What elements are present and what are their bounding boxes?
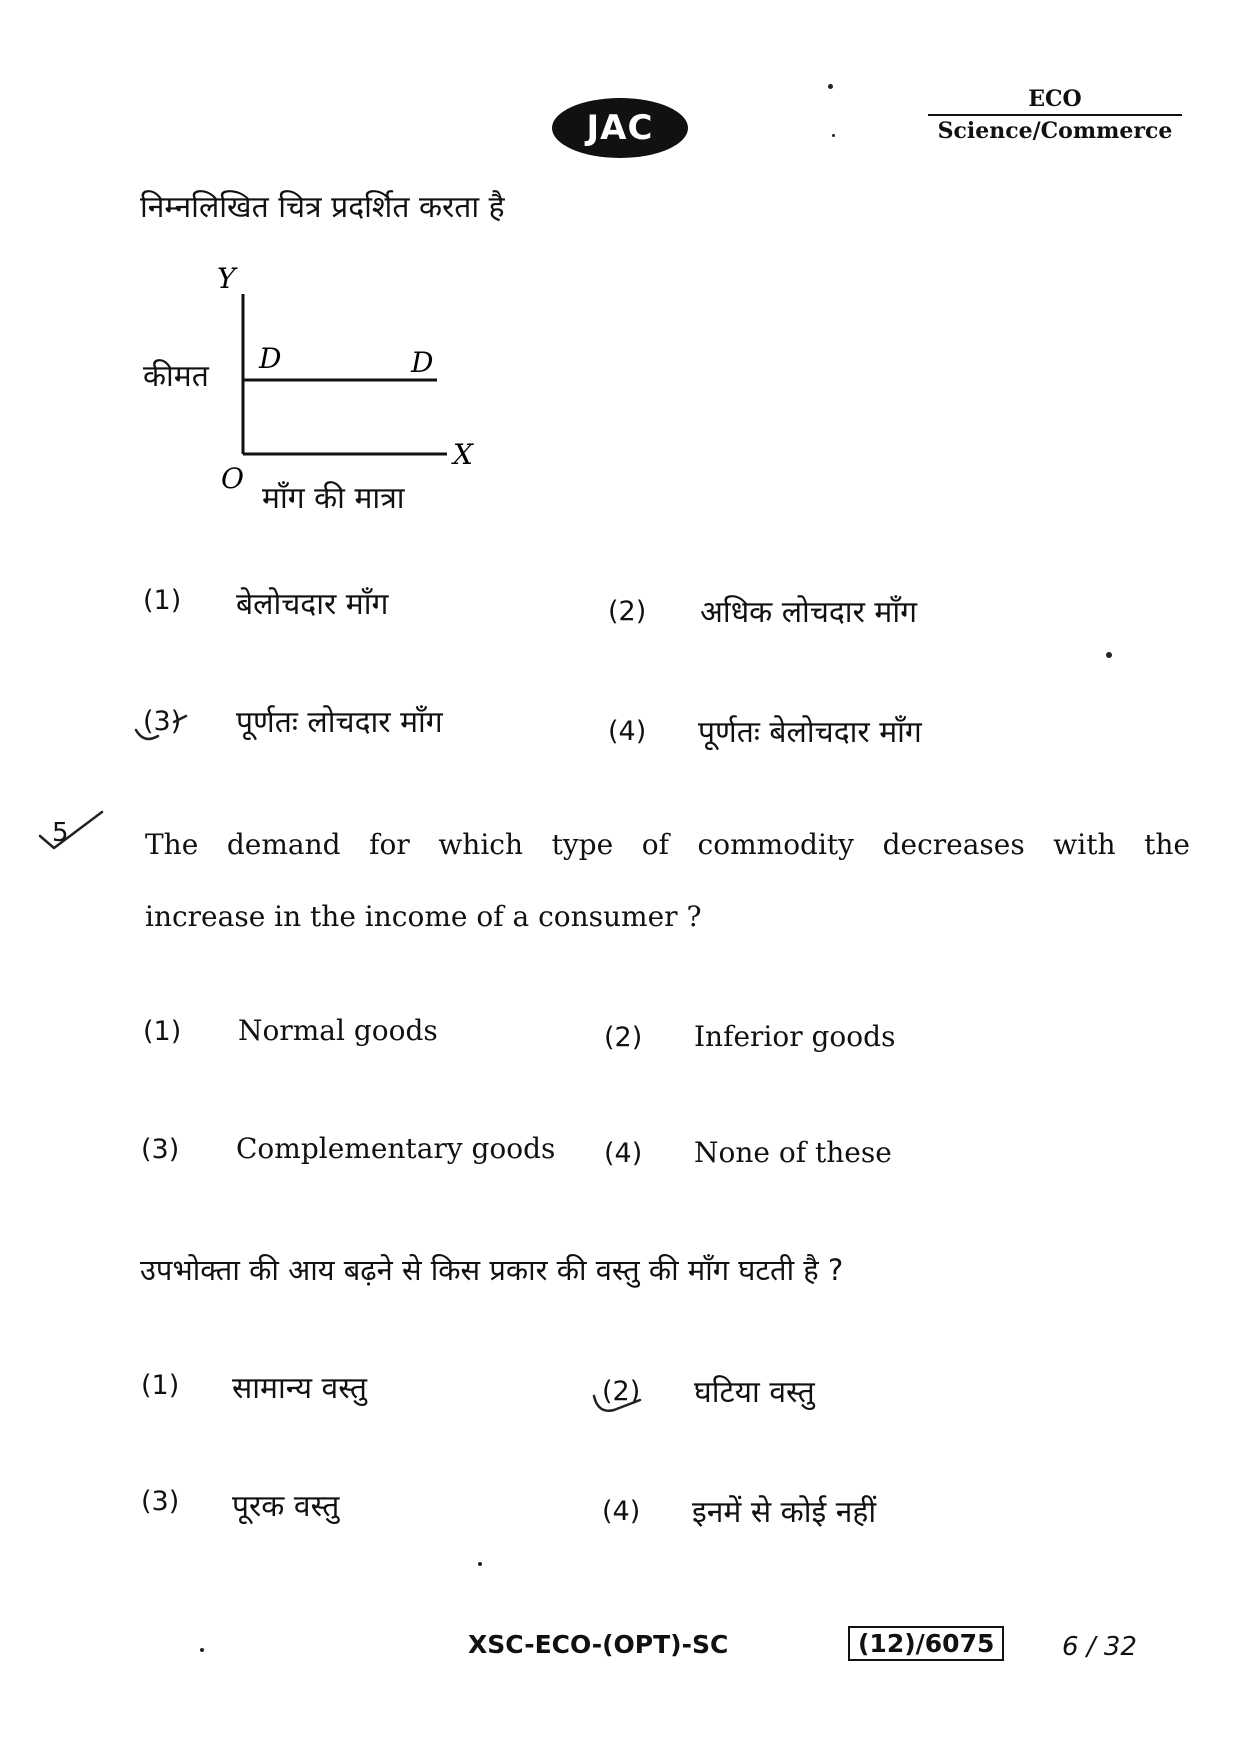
graph-y-title: कीमत <box>143 359 209 394</box>
speck <box>478 1562 482 1566</box>
x-axis-letter: X <box>453 438 473 471</box>
q5-question-hi: उपभोक्ता की आय बढ़ने से किस प्रकार की वस्तु की माँग घटती है ? <box>140 1253 844 1287</box>
q5-word: of <box>641 828 669 861</box>
q4-option-3-number: (3) <box>143 706 182 737</box>
q5-question-en-line1 <box>145 828 1190 861</box>
q4-option-4-text: पूर्णतः बेलोचदार माँग <box>698 715 922 750</box>
q5-hi-option-2-number: (2) <box>602 1376 641 1407</box>
q5-option-1-text: Normal goods <box>238 1014 438 1047</box>
speck <box>1106 652 1112 658</box>
q4-option-3-text: पूर्णतः लोचदार माँग <box>236 705 443 740</box>
graph-x-title: माँग की मात्रा <box>262 481 405 516</box>
q5-option-4-text: None of these <box>694 1136 892 1169</box>
speck <box>200 1648 204 1652</box>
q5-hi-option-3-text: पूरक वस्तु <box>232 1489 340 1524</box>
q5-option-2-number: (2) <box>604 1022 643 1053</box>
q5-word: type <box>551 828 614 861</box>
paper-set-box: (12)/6075 <box>848 1626 1004 1661</box>
q5-number: 5 <box>52 818 69 848</box>
subject-stream: Science/Commerce <box>937 118 1173 144</box>
q5-word: the <box>1144 828 1190 861</box>
q4-option-4-number: (4) <box>608 716 647 747</box>
q5-option-4-number: (4) <box>604 1138 643 1169</box>
question-tick-icon <box>36 808 112 866</box>
q5-option-1-number: (1) <box>143 1016 182 1047</box>
q5-hi-option-4-text: इनमें से कोई नहीं <box>692 1495 877 1530</box>
q5-option-3-number: (3) <box>141 1134 180 1165</box>
q5-word: for <box>369 828 410 861</box>
q4-option-1-number: (1) <box>143 585 182 616</box>
curve-label-left: D <box>259 342 282 375</box>
q5-hi-option-4-number: (4) <box>602 1496 641 1527</box>
q5-word: The <box>145 828 199 861</box>
q5-hi-option-3-number: (3) <box>141 1486 180 1517</box>
origin-letter: O <box>221 462 244 495</box>
q5-word: decreases <box>882 828 1025 861</box>
q5-option-2-text: Inferior goods <box>694 1020 896 1053</box>
q5-hi-option-1-text: सामान्य वस्तु <box>232 1371 367 1406</box>
jac-logo: JAC <box>552 98 688 158</box>
curve-label-right: D <box>411 346 434 379</box>
subject-title: ECO <box>928 86 1182 116</box>
subject-header <box>928 86 1182 144</box>
q4-option-2-text: अधिक लोचदार माँग <box>700 595 917 630</box>
q5-word: commodity <box>697 828 854 861</box>
q5-word: demand <box>226 828 341 861</box>
page-number: 6 / 32 <box>1062 1632 1137 1662</box>
q4-option-1-text: बेलोचदार माँग <box>236 587 389 622</box>
q4-question-hi: निम्नलिखित चित्र प्रदर्शित करता है <box>140 190 505 225</box>
q5-hi-option-1-number: (1) <box>141 1370 180 1401</box>
q5-option-3-text: Complementary goods <box>236 1132 556 1165</box>
selected-tick-icon <box>590 1392 650 1422</box>
y-axis-letter: Y <box>217 262 236 295</box>
selected-tick-icon <box>130 700 200 748</box>
q5-word: which <box>438 828 523 861</box>
speck <box>828 84 833 89</box>
q5-hi-option-2-text: घटिया वस्तु <box>694 1375 815 1410</box>
q4-option-2-number: (2) <box>608 596 647 627</box>
q5-question-en-line2: increase in the income of a consumer ? <box>145 900 702 933</box>
paper-code: XSC-ECO-(OPT)-SC <box>468 1630 729 1659</box>
speck <box>832 134 835 137</box>
q5-word: with <box>1053 828 1116 861</box>
